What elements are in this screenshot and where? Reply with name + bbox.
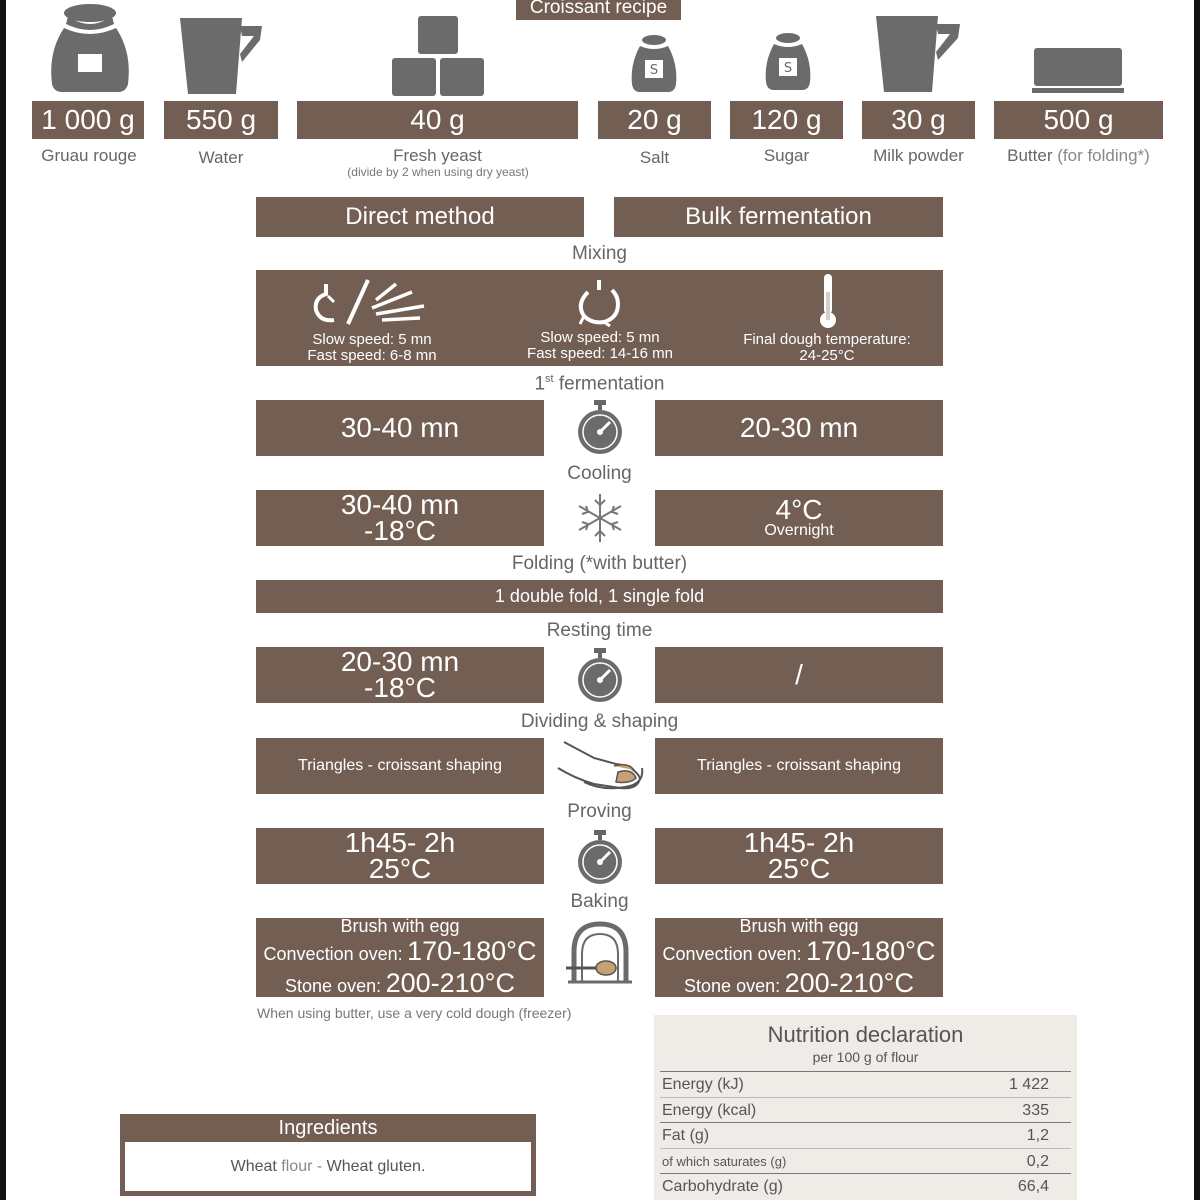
- svg-text:S: S: [649, 63, 659, 78]
- name-butter: [994, 146, 1163, 166]
- sugar-bag-icon: [764, 32, 812, 90]
- jug-icon: [180, 18, 264, 94]
- dividing-direct: Triangles - croissant shaping: [256, 738, 544, 794]
- thermometer-icon: [816, 272, 840, 330]
- nutrition-row: Fat (g) 1,2: [660, 1123, 1071, 1149]
- name-salt: Salt: [639, 148, 670, 167]
- direct-method-header: Direct method: [256, 197, 584, 237]
- resting-direct-line1: 20-30 mn: [340, 646, 460, 677]
- name-milk: Milk powder: [873, 146, 964, 165]
- cooling-direct: [256, 490, 544, 546]
- baking-direct-line3: Stone oven: 200-210°C: [285, 967, 515, 998]
- proving-bulk: [655, 828, 943, 884]
- cooling-direct-line1: 30-40 mn: [340, 489, 460, 520]
- proving-direct-line2: 25°C: [368, 853, 432, 884]
- ingredients-title: Ingredients: [278, 1117, 378, 1139]
- stage-folding: Folding (*with butter): [511, 553, 688, 574]
- timer-icon: [576, 648, 624, 704]
- snowflake-icon: [576, 490, 624, 546]
- mixing-col2: [500, 330, 700, 362]
- baking-direct: [256, 915, 544, 998]
- bulk-fermentation-header: Bulk fermentation: [614, 197, 943, 237]
- left-border: [0, 0, 6, 1200]
- milk-jug-icon: [876, 16, 962, 92]
- folding-panel: 1 double fold, 1 single fold: [256, 580, 943, 613]
- proving-direct-line1: 1h45- 2h: [344, 827, 456, 858]
- mixing-col1-line1: Slow speed: 5 mn: [312, 331, 432, 348]
- stage-baking: Baking: [570, 891, 629, 912]
- qty-butter: 500 g: [994, 101, 1163, 139]
- proving-bulk-line1: 1h45- 2h: [743, 827, 855, 858]
- nutrition-row: of which saturates (g) 0,2: [660, 1149, 1071, 1175]
- nutrition-table: [660, 1071, 1071, 1200]
- qty-flour: 1 000 g: [32, 101, 144, 139]
- right-border: [1194, 0, 1200, 1200]
- baking-bulk-line2: Convection oven: 170-180°C: [662, 935, 936, 966]
- ingredients-panel: [120, 1114, 536, 1196]
- proving-bulk-line2: 25°C: [767, 853, 831, 884]
- nutrition-title: Nutrition declaration: [767, 1022, 964, 1047]
- qty-salt: 20 g: [598, 101, 711, 139]
- resting-direct-line2: -18°C: [364, 672, 436, 703]
- baking-bulk-line1: Brush with egg: [739, 915, 859, 936]
- svg-text:S: S: [783, 61, 793, 76]
- stage-fermentation: 1st fermentation: [534, 373, 665, 395]
- timer-icon: [576, 400, 624, 456]
- dividing-bulk: Triangles - croissant shaping: [655, 738, 943, 794]
- baking-bulk-line3: Stone oven: 200-210°C: [684, 967, 914, 998]
- mixing-col3-line1: Final dough temperature:: [743, 331, 911, 348]
- butter-label: Butter: [1007, 146, 1053, 165]
- cooling-direct-line2: -18°C: [364, 515, 436, 546]
- cooling-bulk: [655, 490, 943, 546]
- stage-proving: Proving: [567, 801, 632, 822]
- mixing-col2-line1: Slow speed: 5 mn: [540, 329, 660, 346]
- baking-bulk: [655, 915, 943, 998]
- stage-cooling: Cooling: [567, 463, 632, 484]
- baking-direct-line1: Brush with egg: [340, 915, 460, 936]
- stage-dividing: Dividing & shaping: [520, 711, 679, 732]
- fermentation-direct: 30-40 mn: [256, 400, 544, 456]
- baking-direct-line2: Convection oven: 170-180°C: [263, 935, 537, 966]
- hook-whisk-icon: [312, 276, 432, 328]
- footnote: When using butter, use a very cold dough (freezer): [257, 1005, 572, 1021]
- qty-yeast: 40 g: [297, 101, 578, 139]
- stage-mixing: Mixing: [572, 243, 627, 264]
- nutrition-row: Carbohydrate (g) 66,4: [662, 1178, 1049, 1195]
- mixing-col3: [712, 332, 942, 364]
- mixing-col1: [272, 332, 472, 364]
- name-sugar: Sugar: [763, 146, 810, 165]
- name-yeast: Fresh yeast: [393, 146, 482, 165]
- mixing-col1-line2: Fast speed: 6-8 mn: [307, 347, 437, 364]
- name-water: Water: [198, 148, 244, 167]
- hands-shaping-icon: [554, 738, 646, 796]
- mixing-col3-line2: 24-25°C: [799, 347, 855, 364]
- qty-water: 550 g: [164, 101, 278, 139]
- proving-direct: [256, 828, 544, 884]
- nutrition-subtitle: per 100 g of flour: [812, 1049, 919, 1065]
- mixing-col2-line2: Fast speed: 14-16 mn: [527, 345, 673, 362]
- butter-block-icon: [1032, 46, 1126, 94]
- cooling-bulk-line2: Overnight: [764, 522, 834, 539]
- dough-hook-icon: [574, 278, 624, 328]
- name-flour: Gruau rouge: [41, 146, 137, 165]
- timer-icon: [576, 830, 624, 886]
- qty-milk: 30 g: [862, 101, 975, 139]
- yeast-cubes-icon: [392, 16, 484, 96]
- flour-sack-icon: [48, 2, 132, 94]
- yeast-note: (divide by 2 when using dry yeast): [347, 165, 529, 179]
- recipe-title: Croissant recipe: [516, 0, 681, 20]
- bread-oven-icon: [564, 920, 636, 986]
- stage-resting: Resting time: [546, 620, 653, 641]
- resting-bulk: /: [655, 647, 943, 703]
- qty-sugar: 120 g: [730, 101, 843, 139]
- nutrition-row: Energy (kJ) 1 422: [660, 1072, 1071, 1098]
- ingredients-text: Wheat flour - Wheat gluten.: [125, 1142, 531, 1191]
- salt-bag-icon: [630, 34, 678, 92]
- cooling-bulk-line1: 4°C: [775, 494, 823, 525]
- nutrition-panel: [654, 1015, 1077, 1200]
- resting-direct: [256, 647, 544, 703]
- fermentation-bulk: 20-30 mn: [655, 400, 943, 456]
- nutrition-row: Energy (kcal) 335: [660, 1098, 1071, 1124]
- butter-extra: (for folding*): [1057, 146, 1150, 165]
